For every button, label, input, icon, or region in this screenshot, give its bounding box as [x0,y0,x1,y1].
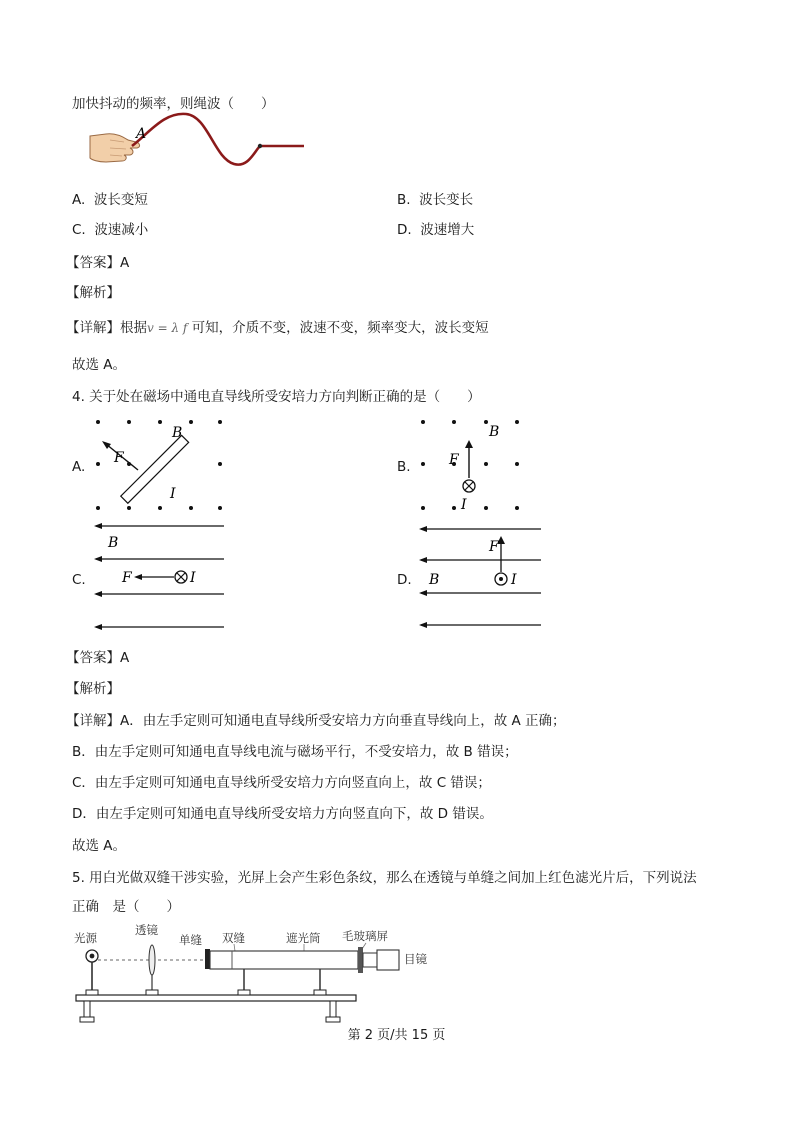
label-light-tube: 遮光筒 [286,933,321,945]
q4-option-b-letter: B. [397,459,411,475]
q3-stem-tail: 加快抖动的频率，则绳波（ ） [72,96,275,112]
q4-conclusion: 故选 A。 [72,838,127,854]
label-lens: 透镜 [135,925,158,937]
q3-answer: 【答案】A [66,255,130,271]
current-out-of-page-icon [495,573,507,585]
label-f-a: F [114,450,124,466]
q4-figure-b [415,412,535,517]
q5-stem-line1: 5. 用白光做双缝干涉实验，光屏上会产生彩色条纹，那么在透镜与单缝之间加上红色滤光片后，下列说法 [72,870,697,886]
q4-option-a-letter: A. [72,459,86,475]
q4-detail-c: C．由左手定则可知通电直导线所受安培力方向竖直向上，故 C 错误； [72,775,491,791]
label-i-c: I [190,570,196,586]
label-b-b: B [489,424,500,440]
single-slit [205,949,210,969]
q4-detail-a: 【详解】A．由左手定则可知通电直导线所受安培力方向垂直导线向上，故 A 正确； [66,713,566,729]
label-i-a: I [170,486,176,502]
label-f-b: F [449,452,459,468]
current-into-page-icon [175,571,187,583]
wire-a [121,435,189,503]
magnetic-field-dots [421,420,519,510]
rope-wave-figure [88,112,308,178]
double-slit-apparatus [68,922,448,1026]
q3-option-c: C. 波速减小 [72,222,149,238]
frosted-glass-screen [358,947,363,973]
label-single-slit: 单缝 [179,935,202,947]
q3-option-b: B. 波长变长 [397,192,474,208]
optical-rail [76,995,356,1001]
label-light-source: 光源 [74,933,97,945]
q4-figure-a [90,412,230,517]
label-i-d: I [511,572,517,588]
hand-icon [90,134,140,162]
label-b-a: B [172,425,183,441]
q4-option-c-letter: C. [72,572,86,588]
label-b-c: B [108,535,119,551]
label-b-d: B [429,572,440,588]
page-footer: 第 2 页/共 15 页 [347,1028,446,1043]
q4-figure-c [90,518,230,636]
light-source-icon [86,950,98,995]
q5-stem-line2: 正确 是（ ） [72,899,180,915]
q4-detail-b: B．由左手定则可知通电直导线电流与磁场平行，不受安培力，故 B 错误； [72,744,518,760]
eyepiece [377,950,399,970]
rope-wave [132,114,304,165]
current-into-page-icon [463,480,475,492]
q3-analysis-tag: 【解析】 [66,285,120,301]
q3-option-d: D. 波速增大 [397,222,475,238]
q4-analysis-tag: 【解析】 [66,681,120,697]
label-double-slit: 双缝 [222,933,245,945]
q3-conclusion: 故选 A。 [72,357,127,373]
q3-detail: 【详解】根据v = λ f 可知，介质不变，波速不变，频率变大，波长变短 [66,320,489,336]
label-f-d: F [489,539,499,555]
q4-option-d-letter: D. [397,572,412,588]
q4-figure-d [415,518,547,636]
q4-answer: 【答案】A [66,650,130,666]
label-i-b: I [461,497,467,513]
label-eyepiece: 目镜 [404,954,427,966]
label-screen: 毛玻璃屏 [342,931,388,943]
q3-option-a: A. 波长变短 [72,192,148,208]
q4-stem: 4. 关于处在磁场中通电直导线所受安培力方向判断正确的是（ ） [72,389,481,405]
lens-icon [149,945,155,975]
point-a-label: A [136,126,147,142]
q4-detail-d: D．由左手定则可知通电直导线所受安培力方向竖直向下，故 D 错误。 [72,806,493,822]
label-f-c: F [122,570,132,586]
wave-formula: v = λ f [147,321,188,335]
